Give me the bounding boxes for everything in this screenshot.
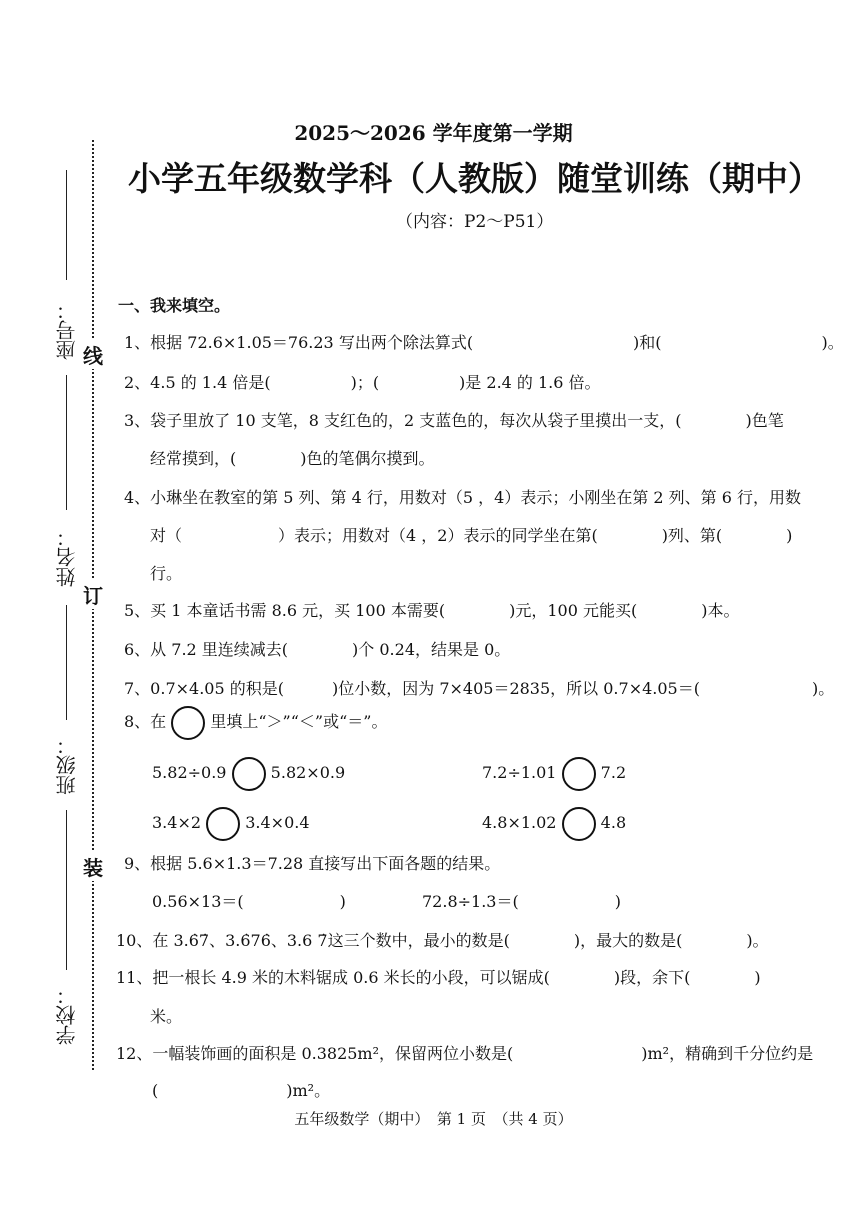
binding-char-xian: 线	[83, 340, 103, 369]
school-label: 学校：	[55, 985, 79, 1045]
binding-char-zhuang: 装	[83, 852, 103, 881]
question-12-line-1: 12、一幅装饰画的面积是 0.3825m²，保留两位小数是( )m²，精确到千分位约是	[116, 1044, 814, 1063]
class-label: 班级：	[55, 735, 79, 795]
question-8	[124, 705, 387, 740]
compare-item-1	[152, 756, 345, 791]
question-3-line-1: 3、袋子里放了 10 支笔，8 支红色的，2 支蓝色的，每次从袋子里摸出一支，( )色笔	[124, 411, 784, 430]
question-9-item-1: 0.56×13＝( )	[152, 892, 346, 911]
question-11-line-2: 米。	[150, 1007, 183, 1026]
question-4-line-1: 4、小琳坐在教室的第 5 列、第 4 行，用数对（5 ，4）表示；小刚坐在第 2 列、第 6 行，用数	[124, 488, 802, 507]
compare-right: 5.82×0.9	[270, 763, 346, 782]
compare-circle[interactable]	[562, 757, 596, 791]
compare-item-4	[482, 806, 626, 841]
question-11-line-1: 11、把一根长 4.9 米的木料锯成 0.6 米长的小段，可以锯成( )段，余下( )	[116, 968, 761, 987]
page-footer: 五年级数学（期中） 第 1 页 （共 4 页）	[294, 1110, 573, 1128]
compare-item-2	[482, 756, 626, 791]
school-blank-line	[66, 810, 67, 970]
question-8-prefix: 8、在	[124, 712, 167, 731]
content-scope: （内容：P2～P51）	[396, 212, 554, 232]
question-10: 10、在 3.6̇7̇、3.6̇76̇、3.6 7̇这三个数中，最小的数是( )，最大的数是( )。	[116, 931, 769, 950]
question-2: 2、4.5 的 1.4 倍是( )；( )是 2.4 的 1.6 倍。	[124, 373, 601, 392]
name-blank-line	[66, 375, 67, 510]
question-7: 7、0.7×4.05 的积是( )位小数，因为 7×405＝2835，所以 0.7×4.05＝( )。	[124, 679, 835, 698]
seat-label: 座号：	[55, 300, 79, 360]
question-8-suffix: 里填上“＞”“＜”或“＝”。	[210, 712, 388, 731]
section-heading: 一、我来填空。	[118, 296, 231, 315]
question-5: 5、买 1 本童话书需 8.6 元，买 100 本需要( )元，100 元能买( )本。	[124, 601, 740, 620]
answer-circle	[171, 706, 205, 740]
question-9-item-2: 72.8÷1.3＝( )	[422, 892, 621, 911]
question-4-line-2: 对（ ）表示；用数对（4 ，2）表示的同学坐在第( )列、第( )	[150, 526, 793, 545]
compare-circle[interactable]	[206, 807, 240, 841]
question-6: 6、从 7.2 里连续减去( )个 0.24，结果是 0。	[124, 640, 511, 659]
compare-left: 4.8×1.02	[482, 813, 557, 832]
compare-item-3	[152, 806, 310, 841]
class-blank-line	[66, 605, 67, 720]
seat-blank-line	[66, 170, 67, 280]
question-1: 1、根据 72.6×1.05＝76.23 写出两个除法算式( )和( )。	[124, 333, 844, 352]
name-label: 姓名：	[55, 527, 79, 587]
question-3-line-2: 经常摸到，( )色的笔偶尔摸到。	[150, 449, 435, 468]
binding-char-ding: 订	[83, 580, 103, 609]
question-9: 9、根据 5.6×1.3＝7.28 直接写出下面各题的结果。	[124, 854, 501, 873]
question-12-line-2: ( )m²。	[152, 1081, 331, 1100]
compare-left: 3.4×2	[152, 813, 202, 832]
compare-left: 7.2÷1.01	[482, 763, 557, 782]
compare-circle[interactable]	[562, 807, 596, 841]
compare-right: 7.2	[600, 763, 627, 782]
compare-left: 5.82÷0.9	[152, 763, 227, 782]
compare-right: 4.8	[600, 813, 627, 832]
compare-circle[interactable]	[232, 757, 266, 791]
page-title: 小学五年级数学科（人教版）随堂训练（期中）	[128, 159, 821, 198]
term-heading: 2025～2026 学年度第一学期	[294, 121, 573, 145]
question-4-line-3: 行。	[150, 564, 183, 583]
compare-right: 3.4×0.4	[245, 813, 310, 832]
